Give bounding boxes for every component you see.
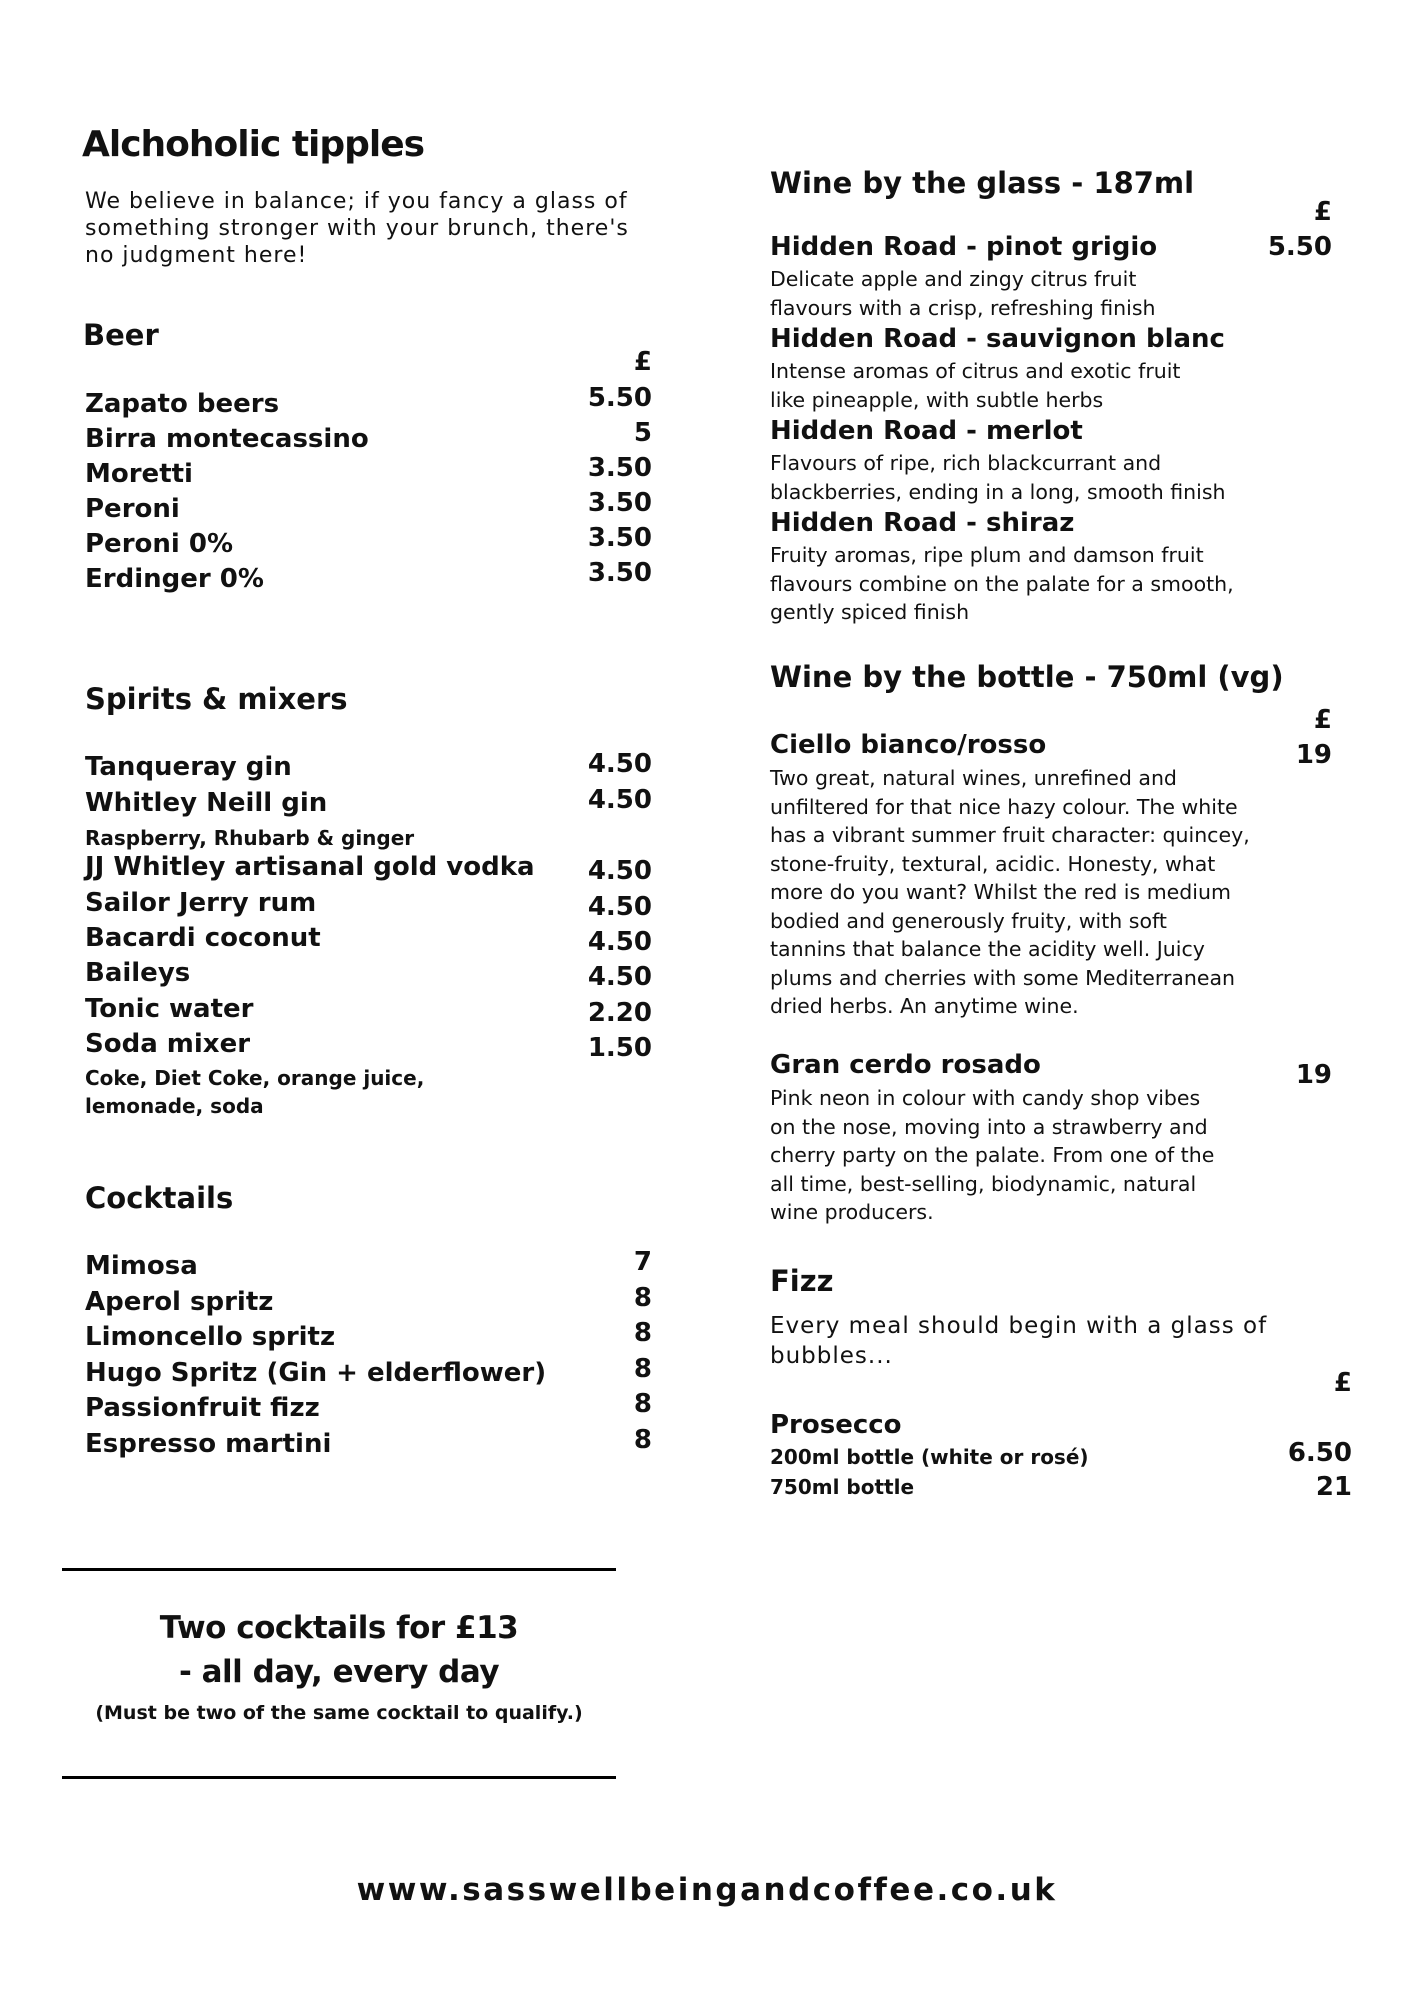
- cocktail-item-price: 8: [633, 1354, 652, 1384]
- beer-item-price: 3.50: [587, 488, 652, 518]
- spirit-item-name: Tonic water: [85, 994, 254, 1024]
- wine-glass-item-desc: Delicate apple and zingy citrus fruit flavours with a crisp, refreshing finish: [770, 267, 1156, 320]
- wine-glass-item-desc: Intense aromas of citrus and exotic fruit like pineapple, with subtle herbs: [770, 359, 1181, 412]
- wine-glass-item-name: Hidden Road - pinot grigio: [770, 232, 1158, 262]
- cocktail-item-name: Espresso martini: [85, 1429, 332, 1459]
- wine-glass-item-price: 5.50: [1267, 232, 1332, 262]
- beer-item-price: 3.50: [587, 453, 652, 483]
- spirit-item-price: 2.20: [587, 998, 652, 1028]
- wine-glass-item-name: Hidden Road - merlot: [770, 416, 1083, 446]
- beer-heading: Beer: [83, 318, 159, 352]
- cocktail-item-name: Mimosa: [85, 1251, 198, 1281]
- beer-item-price: 5.50: [587, 383, 652, 413]
- wine-bottle-item-price: 19: [1295, 740, 1332, 770]
- spirit-item-name: Whitley Neill gin: [85, 788, 328, 818]
- spirit-item-price: 4.50: [587, 892, 652, 922]
- cocktail-item-price: 8: [633, 1425, 652, 1455]
- cocktail-item-name: Aperol spritz: [85, 1287, 274, 1317]
- promo-line-2: - all day, every day: [178, 1654, 500, 1690]
- spirit-item-price: 4.50: [587, 749, 652, 779]
- beer-item-name: Erdinger 0%: [85, 564, 264, 594]
- mixer-note: Coke, Diet Coke, orange juice, lemonade, soda: [85, 1066, 425, 1118]
- footer-url[interactable]: www.sasswellbeingandcoffee.co.uk: [356, 1872, 1058, 1908]
- spirit-item-name: Soda mixer: [85, 1029, 251, 1059]
- spirit-item-note: Raspberry, Rhubarb & ginger: [85, 826, 415, 850]
- beer-item-price: 5: [633, 418, 652, 448]
- spirit-item-price: 4.50: [587, 927, 652, 957]
- spirit-item-name: Baileys: [85, 958, 191, 988]
- beer-item-name: Peroni: [85, 494, 180, 524]
- wine-bottle-item-name: Gran cerdo rosado: [770, 1050, 1041, 1080]
- promo-line-1: Two cocktails for £13: [159, 1610, 519, 1646]
- wine-bottle-item-price: 19: [1295, 1060, 1332, 1090]
- wine-bottle-item-desc: Two great, natural wines, unrefined and unfiltered for that nice hazy colour. The white has a vibrant summer fruit character: quincey, stone-fruity, textural, acidic. Honesty, what more do you want? Whilst the red is medium bodied and generously fruity, with soft tannins that balance the acidity well. Juicy plums and cherries with some Mediterranean dried herbs. An anytime wine.: [770, 766, 1250, 1018]
- wine-glass-currency: £: [1313, 197, 1332, 227]
- cocktail-item-price: 8: [633, 1318, 652, 1348]
- wine-glass-heading: Wine by the glass - 187ml: [770, 166, 1195, 200]
- cocktail-item-name: Hugo Spritz (Gin + elderflower): [85, 1358, 547, 1388]
- wine-bottle-item-name: Ciello bianco/rosso: [770, 730, 1047, 760]
- wine-glass-item-desc: Fruity aromas, ripe plum and damson fruit flavours combine on the palate for a smooth, gently spiced finish: [770, 543, 1234, 624]
- wine-bottle-item-desc: Pink neon in colour with candy shop vibes on the nose, moving into a strawberry and cherry party on the palate. From one of the all time, best-selling, biodynamic, natural wine producers.: [770, 1086, 1215, 1224]
- promo-top-rule: [62, 1568, 616, 1571]
- cocktail-item-price: 8: [633, 1283, 652, 1313]
- spirit-item-name: Tanqueray gin: [85, 752, 292, 782]
- spirit-item-price: 4.50: [587, 785, 652, 815]
- fizz-option-price: 21: [1315, 1472, 1352, 1502]
- beer-item-name: Birra montecassino: [85, 424, 369, 454]
- wine-glass-item-desc: Flavours of ripe, rich blackcurrant and blackberries, ending in a long, smooth finish: [770, 451, 1226, 504]
- wine-bottle-currency: £: [1313, 705, 1332, 735]
- wine-glass-item-name: Hidden Road - shiraz: [770, 508, 1075, 538]
- beer-item-name: Moretti: [85, 459, 193, 489]
- spirits-heading: Spirits & mixers: [85, 682, 348, 716]
- beer-item-name: Peroni 0%: [85, 529, 233, 559]
- wine-glass-item-name: Hidden Road - sauvignon blanc: [770, 324, 1225, 354]
- cocktail-item-price: 8: [633, 1389, 652, 1419]
- spirit-item-name: JJ Whitley artisanal gold vodka: [85, 852, 535, 882]
- beer-item-price: 3.50: [587, 523, 652, 553]
- beer-item-price: 3.50: [587, 558, 652, 588]
- spirit-item-price: 1.50: [587, 1033, 652, 1063]
- cocktail-item-name: Passionfruit fizz: [85, 1393, 320, 1423]
- fizz-currency: £: [1333, 1368, 1352, 1398]
- page-title: Alchoholic tipples: [82, 124, 425, 165]
- spirit-item-price: 4.50: [587, 962, 652, 992]
- beer-currency: £: [633, 347, 652, 377]
- spirit-item-name: Sailor Jerry rum: [85, 888, 317, 918]
- wine-bottle-heading: Wine by the bottle - 750ml (vg): [770, 660, 1284, 694]
- fizz-option-name: 750ml bottle: [770, 1475, 915, 1499]
- beer-item-name: Zapato beers: [85, 389, 280, 419]
- promo-note: (Must be two of the same cocktail to qualify.): [95, 1702, 583, 1724]
- intro-text: We believe in balance; if you fancy a glass of something stronger with your brunch, there's no judgment here!: [85, 189, 629, 268]
- cocktail-item-price: 7: [633, 1247, 652, 1277]
- cocktail-item-name: Limoncello spritz: [85, 1322, 336, 1352]
- fizz-item-name: Prosecco: [770, 1410, 902, 1440]
- fizz-heading: Fizz: [770, 1264, 834, 1298]
- spirit-item-price: 4.50: [587, 856, 652, 886]
- fizz-option-name: 200ml bottle (white or rosé): [770, 1445, 1089, 1469]
- spirit-item-name: Bacardi coconut: [85, 923, 321, 953]
- fizz-option-price: 6.50: [1287, 1438, 1352, 1468]
- fizz-intro: Every meal should begin with a glass of bubbles...: [770, 1313, 1268, 1369]
- promo-bottom-rule: [62, 1776, 616, 1779]
- cocktails-heading: Cocktails: [85, 1181, 234, 1215]
